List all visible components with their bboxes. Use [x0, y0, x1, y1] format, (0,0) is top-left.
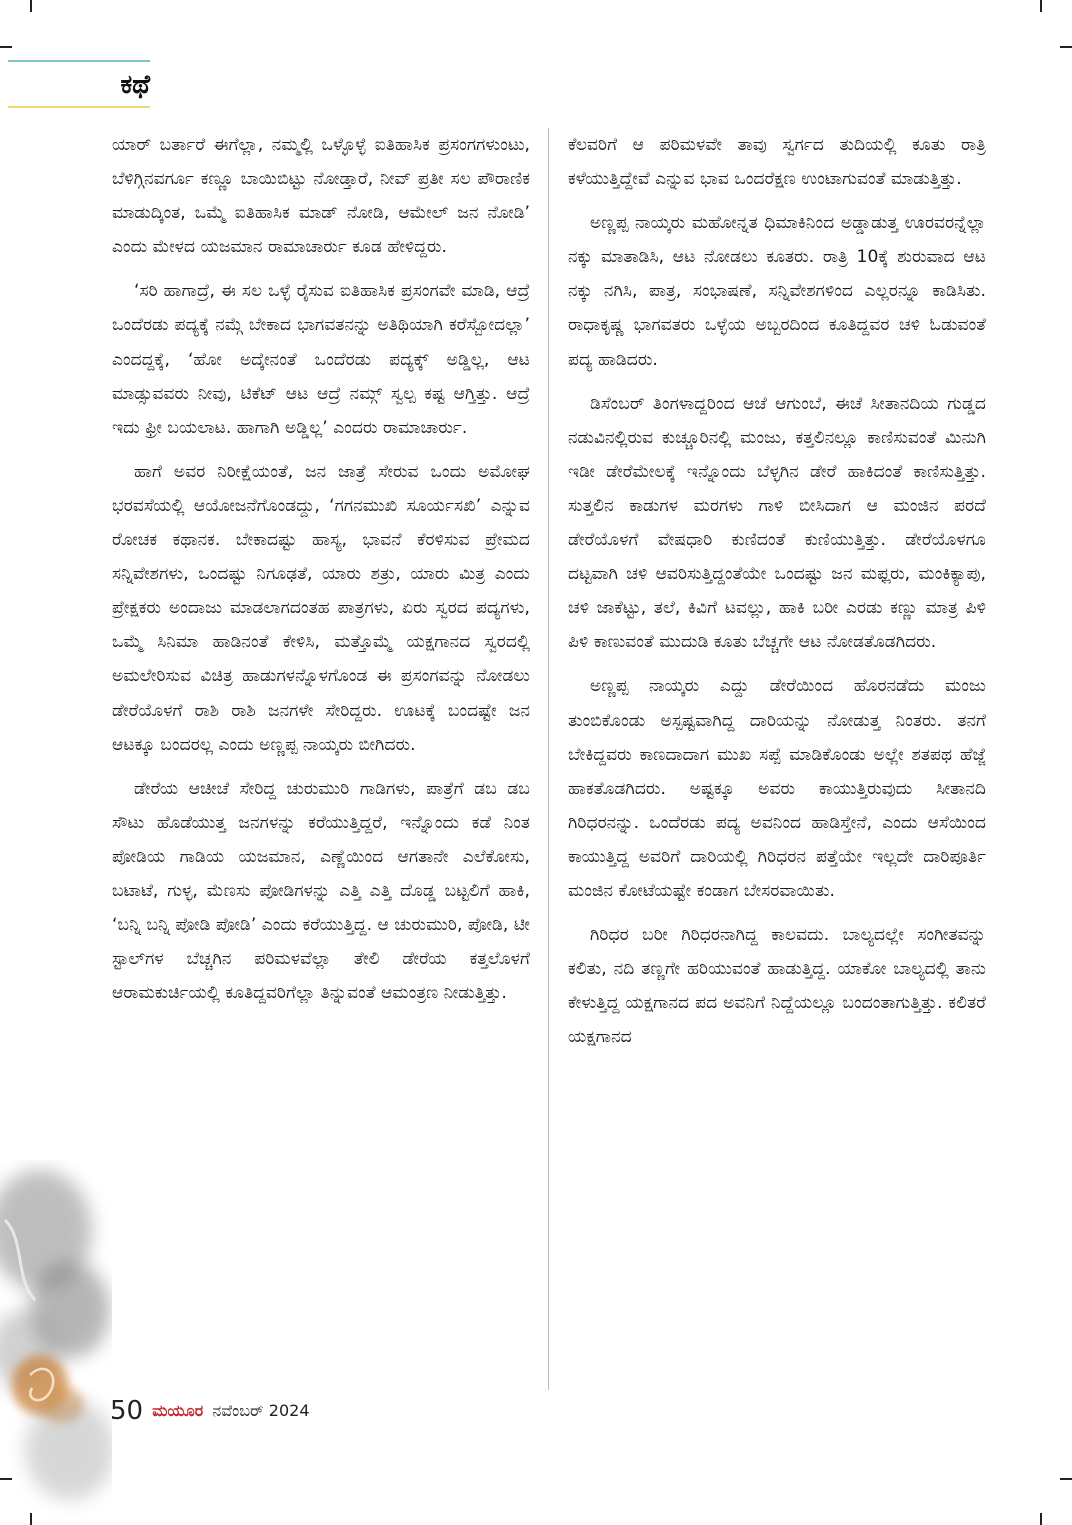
crop-mark-left-top	[0, 46, 12, 48]
paragraph: ಗಿರಿಧರ ಬರೀ ಗಿರಿಧರನಾಗಿದ್ದ ಕಾಲವದು. ಬಾಲ್ಯದಲ್ಲೇ ಸಂಗೀತವನ್ನು ಕಲಿತು, ನದಿ ತಣ್ಣಗೇ ಹರಿಯುವಂತೆ ಹಾಡುತ್ತಿದ್ದ. ಯಾಕೋ ಬಾಲ್ಯದಲ್ಲಿ ತಾನು ಕೇಳುತ್ತಿದ್ದ ಯಕ್ಷಗಾನದ ಪದ ಅವನಿಗೆ ನಿದ್ದೆಯಲ್ಲೂ ಬಂದಂತಾಗುತ್ತಿತ್ತು. ಕಲಿತರೆ ಯಕ್ಷಗಾನದ	[568, 925, 986, 1048]
crop-mark-bottom-right	[1040, 1513, 1042, 1525]
left-column	[112, 128, 530, 1020]
paragraph: ಹಾಗೆ ಅವರ ನಿರೀಕ್ಷೆಯಂತೆ, ಜನ ಜಾತ್ರೆ ಸೇರುವ ಒಂದು ಅಮೋಘ ಭರವಸೆಯಲ್ಲಿ ಆಯೋಜನೆಗೊಂಡದ್ದು, ‘ಗಗನಮುಖಿ ಸೂರ್ಯಸಖಿ’ ಎನ್ನುವ ರೋಚಕ ಕಥಾನಕ. ಬೇಕಾದಷ್ಟು ಹಾಸ್ಯ, ಭಾವನೆ ಕೆರಳಿಸುವ ಪ್ರೇಮದ ಸನ್ನಿವೇಶಗಳು, ಒಂದಷ್ಟು ನಿಗೂಢತೆ, ಯಾರು ಶತ್ರು, ಯಾರು ಮಿತ್ರ ಎಂದು ಪ್ರೇಕ್ಷಕರು ಅಂದಾಜು ಮಾಡಲಾಗದಂತಹ ಪಾತ್ರಗಳು, ಏರು ಸ್ವರದ ಪದ್ಯಗಳು, ಒಮ್ಮೆ ಸಿನಿಮಾ ಹಾಡಿನಂತೆ ಕೇಳಿಸಿ, ಮತ್ತೊಮ್ಮೆ ಯಕ್ಷಗಾನದ ಸ್ವರದಲ್ಲಿ ಅಮಲೇರಿಸುವ ವಿಚಿತ್ರ ಹಾಡುಗಳನ್ನೊಳಗೊಂಡ ಈ ಪ್ರಸಂಗವನ್ನು ನೋಡಲು ಡೇರೆಯೊಳಗೆ ರಾಶಿ ರಾಶಿ ಜನಗಳೇ ಸೇರಿದ್ದರು. ಊಟಕ್ಕೆ ಬಂದಷ್ಟೇ ಜನ ಆಟಕ್ಕೂ ಬಂದರಲ್ಲ ಎಂದು ಅಣ್ಣಪ್ಪ ನಾಯ್ಕರು ಬೀಗಿದರು.	[112, 461, 530, 755]
right-column	[568, 128, 986, 1064]
issue-date: ನವೆಂಬರ್ 2024	[212, 1401, 310, 1420]
paragraph: ಯಾರ್ ಬರ್ತಾರೆ ಈಗೆಲ್ಲಾ, ನಮ್ಮಲ್ಲಿ ಒಳ್ಳೊಳ್ಳೆ ಐತಿಹಾಸಿಕ ಪ್ರಸಂಗಗಳುಂಟು, ಬೆಳಿಗ್ಗಿನವರ್ಗೂ ಕಣ್ಣೂ ಬಾಯಿಬಿಟ್ಟು ನೋಡ್ತಾರೆ, ನೀವ್ ಪ್ರತೀ ಸಲ ಪೌರಾಣಿಕ ಮಾಡುದ್ಕಿಂತ, ಒಮ್ಮೆ ಐತಿಹಾಸಿಕ ಮಾಡ್ ನೋಡಿ, ಆಮೇಲ್ ಜನ ನೋಡಿ’ ಎಂದು ಮೇಳದ ಯಜಮಾನ ರಾಮಾಚಾರ್ರು ಕೂಡ ಹೇಳಿದ್ದರು.	[112, 135, 530, 258]
paragraph: ಡಿಸೆಂಬರ್ ತಿಂಗಳಾದ್ದರಿಂದ ಆಚೆ ಆಗುಂಬೆ, ಈಚೆ ಸೀತಾನದಿಯ ಗುಡ್ಡದ ನಡುವಿನಲ್ಲಿರುವ ಕುಚ್ಚೂರಿನಲ್ಲಿ ಮಂಜು, ಕತ್ತಲಿನಲ್ಲೂ ಕಾಣಿಸುವಂತೆ ಮಿನುಗಿ ಇಡೀ ಡೇರೆಮೇಲಕ್ಕೆ ಇನ್ನೊಂದು ಬೆಳ್ಳಗಿನ ಡೇರೆ ಹಾಕಿದಂತೆ ಕಾಣಿಸುತ್ತಿತ್ತು. ಸುತ್ತಲಿನ ಕಾಡುಗಳ ಮರಗಳು ಗಾಳಿ ಬೀಸಿದಾಗ ಆ ಮಂಜಿನ ಪರದೆ ಡೇರೆಯೊಳಗೆ ವೇಷಧಾರಿ ಕುಣಿದಂತೆ ಕುಣಿಯುತ್ತಿತ್ತು. ಡೇರೆಯೊಳಗೂ ದಟ್ಟವಾಗಿ ಚಳಿ ಆವರಿಸುತ್ತಿದ್ದಂತೆಯೇ ಒಂದಷ್ಟು ಜನ ಮಫ್ಲರು, ಮಂಕಿಕ್ಯಾಪು, ಚಳಿ ಜಾಕೆಟ್ಟು, ತಲೆ, ಕಿವಿಗೆ ಟವಲ್ಲು, ಹಾಕಿ ಬರೀ ಎರಡು ಕಣ್ಣು ಮಾತ್ರ ಪಿಳಿ ಪಿಳಿ ಕಾಣುವಂತೆ ಮುದುಡಿ ಕೂತು ಬೆಚ್ಚಗೇ ಆಟ ನೋಡತೊಡಗಿದರು.	[568, 393, 986, 653]
paragraph: ಅಣ್ಣಪ್ಪ ನಾಯ್ಕರು ಎದ್ದು ಡೇರೆಯಿಂದ ಹೊರನಡೆದು ಮಂಜು ತುಂಬಿಕೊಂಡು ಅಸ್ಪಷ್ಟವಾಗಿದ್ದ ದಾರಿಯನ್ನು ನೋಡುತ್ತ ನಿಂತರು. ತನಗೆ ಬೇಕಿದ್ದವರು ಕಾಣದಾದಾಗ ಮುಖ ಸಪ್ಪೆ ಮಾಡಿಕೊಂಡು ಅಲ್ಲೇ ಶತಪಥ ಹೆಜ್ಜೆ ಹಾಕತೊಡಗಿದರು. ಅಷ್ಟಕ್ಕೂ ಅವರು ಕಾಯುತ್ತಿರುವುದು ಸೀತಾನದಿ ಗಿರಿಧರನನ್ನು. ಒಂದೆರಡು ಪದ್ಯ ಅವನಿಂದ ಹಾಡಿಸ್ತೇನೆ, ಎಂದು ಆಸೆಯಿಂದ ಕಾಯುತ್ತಿದ್ದ ಅವರಿಗೆ ದಾರಿಯಲ್ಲಿ ಗಿರಿಧರನ ಪತ್ತೆಯೇ ಇಲ್ಲದೇ ದಾರಿಪೂರ್ತಿ ಮಂಜಿನ ಕೋಟೆಯಷ್ಟೇ ಕಂಡಾಗ ಬೇಸರವಾಯಿತು.	[568, 676, 986, 901]
section-header	[8, 60, 150, 108]
ink-wash-decoration	[0, 1160, 112, 1525]
header-rule-teal	[8, 60, 150, 62]
page-footer	[110, 1396, 310, 1430]
crop-mark-right-top	[1060, 46, 1072, 48]
magazine-logo: ಮಯೂರ	[152, 1401, 204, 1420]
paragraph: ಡೇರೆಯ ಆಚೀಚೆ ಸೇರಿದ್ದ ಚುರುಮುರಿ ಗಾಡಿಗಳು, ಪಾತ್ರೆಗೆ ಡಬ ಡಬ ಸೌಟು ಹೊಡೆಯುತ್ತ ಜನಗಳನ್ನು ಕರೆಯುತ್ತಿದ್ದರೆ, ಇನ್ನೊಂದು ಕಡೆ ನಿಂತ ಪೋಡಿಯ ಗಾಡಿಯ ಯಜಮಾನ, ಎಣ್ಣೆಯಿಂದ ಆಗತಾನೇ ಎಲೆಕೋಸು, ಬಟಾಟೆ, ಗುಳ್ಳ, ಮೆಣಸು ಪೋಡಿಗಳನ್ನು ಎತ್ತಿ ಎತ್ತಿ ದೊಡ್ಡ ಬಟ್ಟಲಿಗೆ ಹಾಕಿ, ‘ಬನ್ನಿ ಬನ್ನಿ ಪೋಡಿ ಪೋಡಿ’ ಎಂದು ಕರೆಯುತ್ತಿದ್ದ. ಆ ಚುರುಮುರಿ, ಪೋಡಿ, ಟೀ ಸ್ಟಾಲ್‌ಗಳ ಬೆಚ್ಚಗಿನ ಪರಿಮಳವೆಲ್ಲಾ ತೇಲಿ ಡೇರೆಯ ಕತ್ತಲೊಳಗೆ ಆರಾಮಕುರ್ಚಿಯಲ್ಲಿ ಕೂತಿದ್ದವರಿಗೆಲ್ಲಾ ತಿನ್ನುವಂತೆ ಆಮಂತ್ರಣ ನೀಡುತ್ತಿತ್ತು.	[112, 778, 530, 1004]
crop-mark-top-left	[30, 0, 32, 12]
crop-mark-top-right	[1040, 0, 1042, 12]
crop-mark-right-bottom	[1060, 1478, 1072, 1480]
paragraph: ಅಣ್ಣಪ್ಪ ನಾಯ್ಕರು ಮಹೋನ್ನತ ಧಿಮಾಕಿನಿಂದ ಅಡ್ಡಾಡುತ್ತ ಊರವರನ್ನೆಲ್ಲಾ ನಕ್ಕು ಮಾತಾಡಿಸಿ, ಆಟ ನೋಡಲು ಕೂತರು. ರಾತ್ರಿ 10ಕ್ಕೆ ಶುರುವಾದ ಆಟ ನಕ್ಕು ನಗಿಸಿ, ಪಾತ್ರ, ಸಂಭಾಷಣೆ, ಸನ್ನಿವೇಶಗಳಿಂದ ಎಲ್ಲರನ್ನೂ ಕಾಡಿಸಿತು. ರಾಧಾಕೃಷ್ಣ ಭಾಗವತರು ಒಳ್ಳೆಯ ಅಬ್ಬರದಿಂದ ಕೂತಿದ್ದವರ ಚಳಿ ಓಡುವಂತೆ ಪದ್ಯ ಹಾಡಿದರು.	[568, 213, 986, 370]
header-rule-yellow	[8, 106, 150, 108]
paragraph: ‘ಸರಿ ಹಾಗಾದ್ರೆ, ಈ ಸಲ ಒಳ್ಳೆ ರೈಸುವ ಐತಿಹಾಸಿಕ ಪ್ರಸಂಗವೇ ಮಾಡಿ, ಆದ್ರೆ ಒಂದೆರಡು ಪದ್ಯಕ್ಕೆ ನಮ್ಗೆ ಬೇಕಾದ ಭಾಗವತನನ್ನು ಅತಿಥಿಯಾಗಿ ಕರೆಸ್ಬೋದಲ್ಲಾ’ ಎಂದದ್ದಕ್ಕೆ, ‘ಹೋ ಅದ್ಕೇನಂತೆ ಒಂದೆರಡು ಪದ್ಯಕ್ಕ್ ಅಡ್ಡಿಲ್ಲ, ಆಟ ಮಾಡ್ಸುವವರು ನೀವು, ಟಿಕೆಟ್ ಆಟ ಆದ್ರೆ ನಮ್ಗ್ ಸ್ವಲ್ಪ ಕಷ್ಟ ಆಗ್ತಿತ್ತು. ಆದ್ರೆ ಇದು ಫ್ರೀ ಬಯಲಾಟ. ಹಾಗಾಗಿ ಅಡ್ಡಿಲ್ಲ’ ಎಂದರು ರಾಮಾಚಾರ್ರು.	[112, 281, 530, 438]
section-label: ಕಥೆ	[120, 70, 150, 100]
page-number: 50	[110, 1396, 144, 1426]
paragraph: ಕೆಲವರಿಗೆ ಆ ಪರಿಮಳವೇ ತಾವು ಸ್ವರ್ಗದ ತುದಿಯಲ್ಲಿ ಕೂತು ರಾತ್ರಿ ಕಳೆಯುತ್ತಿದ್ದೇವೆ ಎನ್ನುವ ಭಾವ ಒಂದರೆಕ್ಷಣ ಉಂಟಾಗುವಂತೆ ಮಾಡುತ್ತಿತ್ತು.	[568, 135, 986, 190]
column-divider	[548, 128, 549, 1390]
